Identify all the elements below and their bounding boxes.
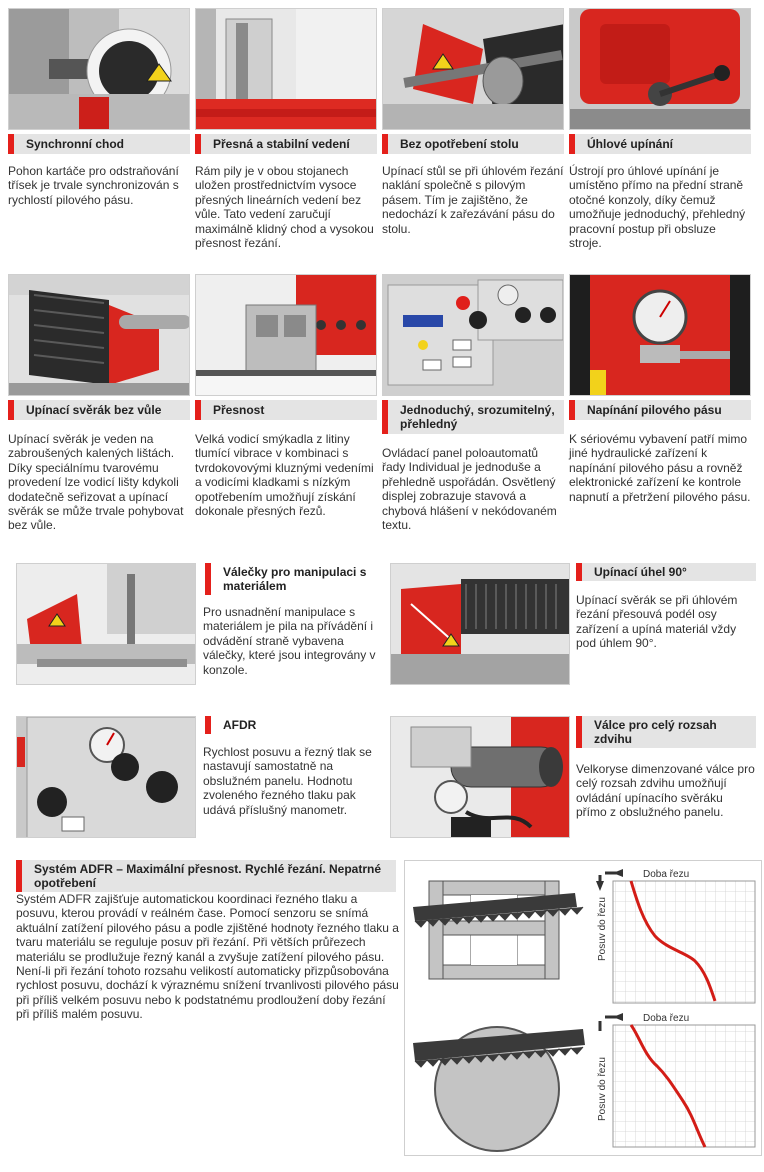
graph-top (596, 869, 755, 1003)
graph-top-ylabel: Posuv do řezu (597, 897, 608, 961)
feature-text: Pohon kartáče pro odstraňování třísek je trvale synchronizován s rychlostí pilového pásu. (8, 164, 179, 207)
feature-title: Synchronní chod (8, 134, 190, 154)
feature-title-cylinders: Válce pro celý rozsah zdvihu (576, 716, 756, 748)
photo-angle-clamp (569, 8, 751, 130)
photo-band-tension (569, 274, 751, 396)
feature-text: Upínací stůl se při úhlovém řezání naklání společně s pilovým pásem. Tím je zajištěno, že nedochází k zařezávání pásu do stolu. (382, 164, 564, 236)
feature-text-afdr: Rychlost posuvu a řezný tlak se nastavují samostatně na obslužném panelu. Hodnotu zvoleného řezného tlaku pak udává příslušný manometr. (203, 745, 372, 817)
feature-text-rollers: Pro usnadnění manipulace s materiálem je pila na přívádění i odvádění straně vybavena válečky, které jsou integrovány v konzole. (203, 605, 376, 677)
photo-rollers (16, 563, 196, 685)
adfr-title: Systém ADFR – Maximální přesnost. Rychlé řezání. Nepatrné opotřebení (16, 860, 396, 892)
feature-title: Jednoduchý, srozumitelný, přehledný (382, 400, 564, 434)
graph-bottom (600, 1013, 755, 1147)
feature-text-cylinders: Velkoryse dimenzované válce pro celý rozsah zdvihu umožňují ovládání upínacího svěráku přímo z obslužného panelu. (576, 762, 755, 820)
graph-bottom-xlabel: Doba řezu (643, 1013, 690, 1024)
feature-title: Napínání pilového pásu (569, 400, 751, 420)
photo-brush-drive (8, 8, 190, 130)
photo-table (382, 8, 564, 130)
graph-top-xlabel: Doba řezu (643, 869, 690, 880)
feature-title-rollers: Válečky pro manipulaci s materiálem (205, 563, 383, 595)
feature-title: Upínací svěrák bez vůle (8, 400, 190, 420)
feature-text: Ovládací panel poloautomatů řady Individual je jednoduše a přehledně uspořádán. Osvětlený displej zobrazuje stavová a chybová hlášení v nekódovaném textu. (382, 446, 557, 533)
feature-title: Přesnost (195, 400, 377, 420)
feature-text: Ústrojí pro úhlové upínání je umístěno přímo na přední straně otočné konzoly, díky čemuž umožňuje jednoduchý, přehledný pracovní postup při obsluze stroje. (569, 164, 746, 251)
photo-control-panel (382, 274, 564, 396)
photo-vise (8, 274, 190, 396)
adfr-text: Systém ADFR zajišťuje automatickou koordinaci řezného tlaku a posuvu, kterou provádí v reálném čase. Pomocí senzoru se snímá aktuální zatížení pilového pásu a podle zjištěné hodnoty řezného tlaku a tvaru materiálu se reguluje posuv při řezání. Při větších průřezech materiálu se prodlužuje řezný kanál a zvyšuje zatížení pilového pásu. Není-li při řezání tohoto rozsahu velikostí automaticky přizpůsobována rychlost posuvu, dochází k výraznému snížení trvanlivosti pilového pásu při příliš velkém posuvu nebo k podstatnému prodloužení doby řezání při příliš malém posuvu. (16, 892, 399, 1022)
h-beam-profile (429, 881, 559, 979)
photo-cylinders (390, 716, 570, 838)
photo-linear-guides (195, 8, 377, 130)
feature-title: Bez opotřebení stolu (382, 134, 564, 154)
feature-text: Velká vodicí smýkadla z litiny tlumící vibrace v kombinaci s tvrdokovovými kluznými vedeními a vodicími kladkami s nízkým opotřebením umožňují získání dokonale přesných řezů. (195, 432, 374, 519)
feature-title-afdr: AFDR (205, 716, 383, 734)
photo-afdr-panel (16, 716, 196, 838)
photo-clamping-90 (390, 563, 570, 685)
adfr-diagram-svg (405, 861, 763, 1157)
graph-bottom-ylabel: Posuv do řezu (597, 1057, 608, 1121)
feature-text-clamping-90: Upínací svěrák se při úhlovém řezání přesouvá podél osy zařízení a upíná materiál vždy pod úhlem 90°. (576, 593, 738, 651)
feature-title: Úhlové upínání (569, 134, 751, 154)
photo-guide-blocks (195, 274, 377, 396)
adfr-diagram (404, 860, 762, 1156)
feature-title-clamping-90: Upínací úhel 90° (576, 563, 756, 581)
feature-text: Rám pily je v obou stojanech uložen prostřednictvím vysoce přesných lineárních vedení bez vůle. Tato vedení zaručují maximálně klidný chod a vysokou přesnost řezání. (195, 164, 374, 251)
feature-text: Upínací svěrák je veden na zabroušených kalených lištách. Díky speciálnímu tvarovému provedení lze vodicí lišty kdykoli dodatečně seřizovat a upínací svěrák se může trvale pohybovat bez vůle. (8, 432, 184, 533)
feature-title: Přesná a stabilní vedení (195, 134, 377, 154)
feature-text: K sériovému vybavení patří mimo jiné hydraulické zařízení k napínání pilového pásu a rovněž elektronické zařízení ke kontrole napnutí a přetržení pilového pásu. (569, 432, 751, 504)
